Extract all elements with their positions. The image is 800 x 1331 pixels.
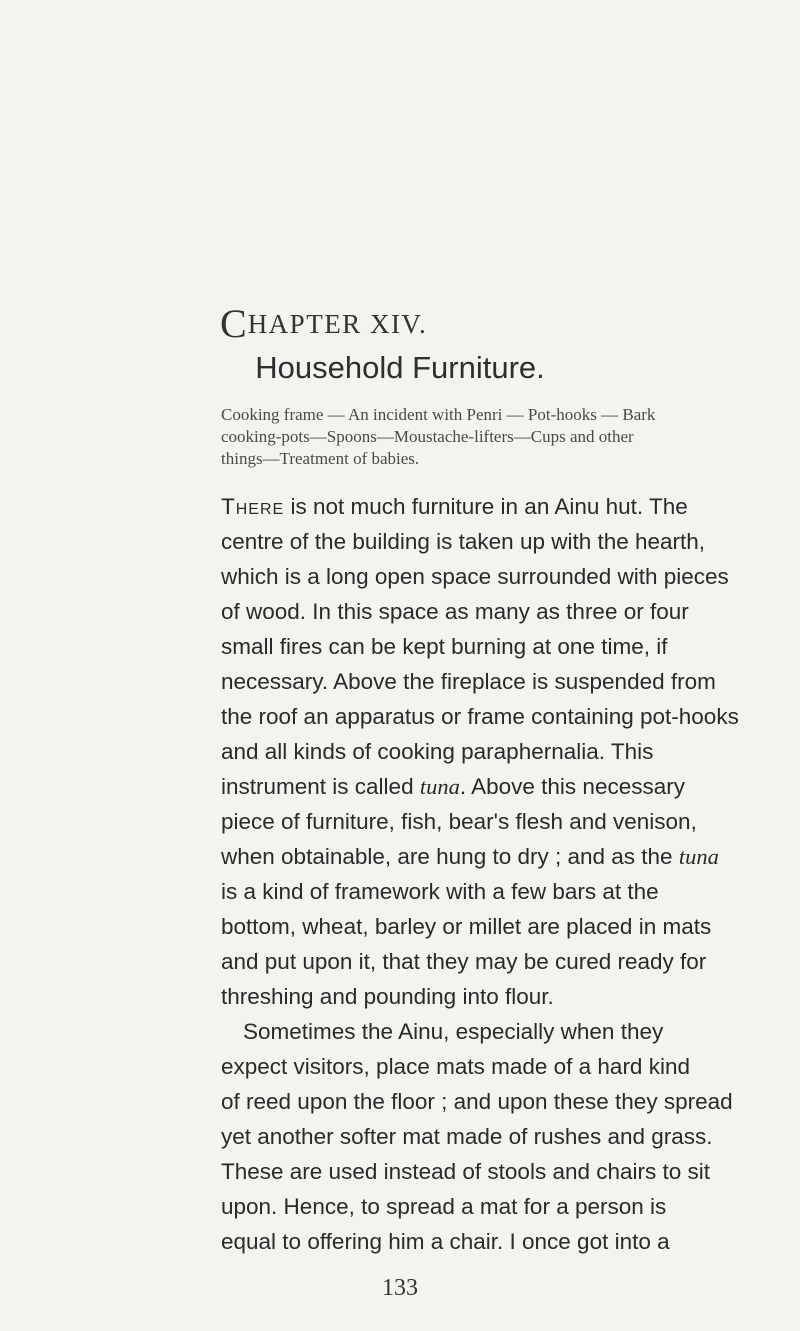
body-line: of wood. In this space as many as three or four: [221, 599, 689, 624]
body-line: small fires can be kept burning at one time, if: [221, 634, 668, 659]
body-line: necessary. Above the fireplace is suspended from: [221, 669, 716, 694]
body-line: centre of the building is taken up with the hearth,: [221, 529, 706, 554]
body-line: instrument is called tuna. Above this necessary: [221, 774, 685, 799]
chapter-label: HAPTER XIV.: [247, 309, 428, 339]
chapter-heading: [220, 300, 427, 347]
body-line: piece of furniture, fish, bear's flesh and venison,: [221, 809, 697, 834]
body-line: yet another softer mat made of rushes and grass.: [221, 1124, 713, 1149]
chapter-dropcap: C: [220, 301, 247, 346]
body-line: of reed upon the floor ; and upon these they spread: [221, 1089, 733, 1114]
synopsis-line: Cooking frame — An incident with Penri — Pot-hooks — Bark: [221, 405, 656, 424]
body-line: threshing and pounding into flour.: [221, 984, 554, 1009]
body-line: is a kind of framework with a few bars at the: [221, 879, 659, 904]
body-line: and put upon it, that they may be cured ready for: [221, 949, 707, 974]
body-line: upon. Hence, to spread a mat for a person is: [221, 1194, 667, 1219]
chapter-title: Household Furniture.: [255, 350, 545, 385]
body-line: bottom, wheat, barley or millet are placed in mats: [221, 914, 712, 939]
synopsis-line: things—Treatment of babies.: [221, 449, 420, 468]
italic-term: tuna: [419, 774, 460, 799]
body-line: Sometimes the Ainu, especially when they: [243, 1019, 664, 1044]
opening-word: There: [221, 494, 285, 519]
body-line: when obtainable, are hung to dry ; and as the tuna: [221, 844, 719, 869]
body-line: equal to offering him a chair. I once got into a: [221, 1229, 670, 1254]
body-line: There is not much furniture in an Ainu hut. The: [221, 494, 688, 519]
body-line: the roof an apparatus or frame containing pot-hooks: [221, 704, 739, 729]
body-line: and all kinds of cooking paraphernalia. This: [221, 739, 654, 764]
body-text: [221, 489, 739, 1259]
synopsis-line: cooking-pots—Spoons—Moustache-lifters—Cups and other: [221, 427, 634, 446]
chapter-synopsis: [221, 404, 656, 470]
body-line: expect visitors, place mats made of a hard kind: [221, 1054, 690, 1079]
body-line: which is a long open space surrounded with pieces: [221, 564, 729, 589]
page-number: 133: [382, 1275, 418, 1301]
body-line: These are used instead of stools and chairs to sit: [221, 1159, 711, 1184]
italic-term: tuna: [678, 844, 719, 869]
